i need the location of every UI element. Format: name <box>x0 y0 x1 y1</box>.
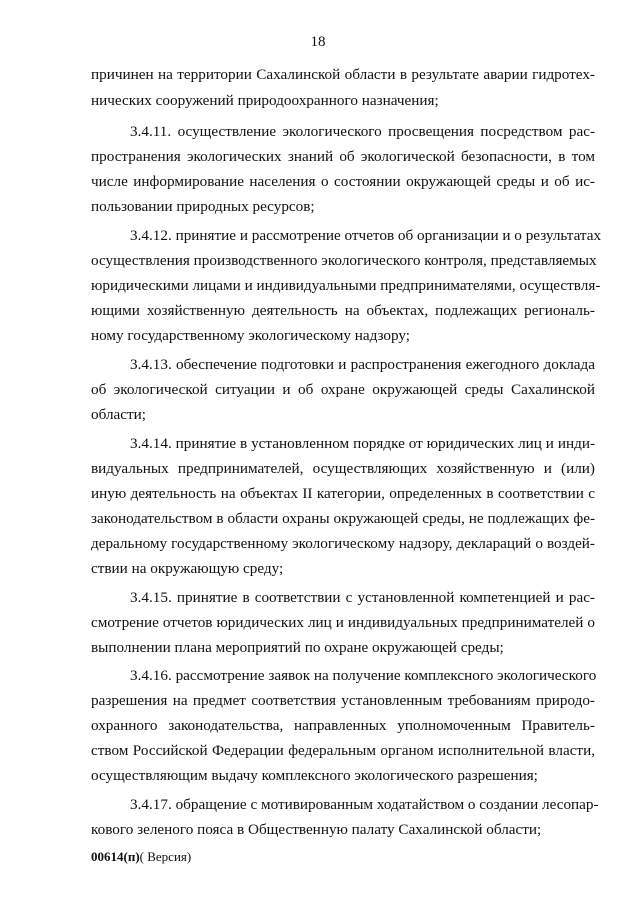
text-line: деральному государственному экологическому надзору, деклараций о воздей- <box>91 535 595 552</box>
text-line: нических сооружений природоохранного назначения; <box>91 92 439 109</box>
text-line: пространения экологических знаний об экологической безопасности, в том <box>91 148 595 165</box>
text-line: юридическими лицами и индивидуальными предпринимателями, осуществля- <box>91 277 601 294</box>
text-line: ному государственному экологическому надзору; <box>91 327 411 344</box>
text-line: видуальных предпринимателей, осуществляющих хозяйственную и (или) <box>91 460 595 477</box>
page-number: 18 <box>310 34 326 50</box>
text-line: осуществляющим выдачу комплексного экологического разрешения; <box>91 767 538 784</box>
text-line: пользовании природных ресурсов; <box>91 198 315 215</box>
text-line: охранного законодательства, направленных уполномоченным Правитель- <box>91 717 595 734</box>
text-line: причинен на территории Сахалинской области в результате аварии гидротех- <box>91 66 595 83</box>
document-footer <box>91 849 191 865</box>
text-line: ством Российской Федерации федеральным органом исполнительной власти, <box>91 742 595 759</box>
text-line: ствии на окружающую среду; <box>91 560 284 577</box>
text-line: иную деятельность на объектах II категории, определенных в соответствии с <box>91 485 595 502</box>
text-line: выполнении плана мероприятий по охране окружающей среды; <box>91 639 504 656</box>
document-code: 00614(п) <box>91 849 140 864</box>
text-line: законодательством в области охраны окружающей среды, не подлежащих фе- <box>91 510 595 527</box>
text-line: 3.4.14. принятие в установленном порядке от юридических лиц и инди- <box>130 435 595 452</box>
text-line: разрешения на предмет соответствия установленным требованиям природо- <box>91 692 595 709</box>
text-line: 3.4.13. обеспечение подготовки и распространения ежегодного доклада <box>130 356 595 373</box>
text-line: числе информирование населения о состоянии окружающей среды и об ис- <box>91 173 595 190</box>
text-line: 3.4.12. принятие и рассмотрение отчетов об организации и о результатах <box>130 227 602 244</box>
text-line: осуществления производственного экологического контроля, представляемых <box>91 252 597 269</box>
text-line: 3.4.15. принятие в соответствии с установленной компетенцией и рас- <box>130 589 595 606</box>
text-line: 3.4.17. обращение с мотивированным ходатайством о создании лесопар- <box>130 796 599 813</box>
text-line: об экологической ситуации и об охране окружающей среды Сахалинской <box>91 381 595 398</box>
text-line: кового зеленого пояса в Общественную палату Сахалинской области; <box>91 821 542 838</box>
text-line: ющими хозяйственную деятельность на объектах, подлежащих региональ- <box>91 302 595 319</box>
document-version: ( Версия) <box>139 849 192 864</box>
text-line: области; <box>91 406 146 423</box>
text-line: 3.4.11. осуществление экологического просвещения посредством рас- <box>130 123 595 140</box>
text-line: смотрение отчетов юридических лиц и индивидуальных предпринимателей о <box>91 614 595 631</box>
text-line: 3.4.16. рассмотрение заявок на получение комплексного экологического <box>130 667 597 684</box>
